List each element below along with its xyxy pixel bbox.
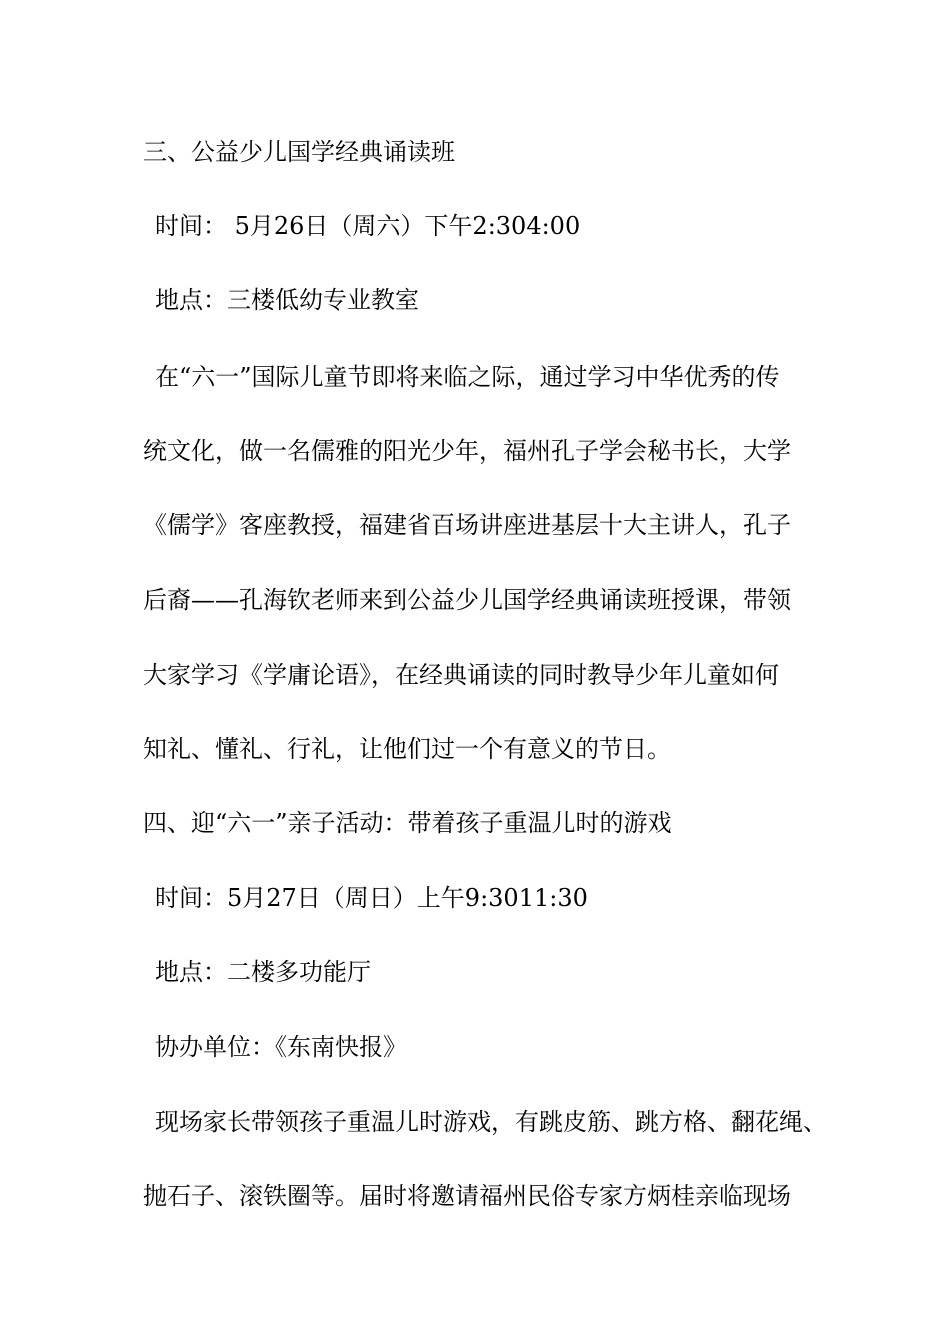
paragraph-line: 统文化，做一名儒雅的阳光少年，福州孔子学会秘书长，大学 xyxy=(143,437,791,465)
paragraph-line: 《儒学》客座教授，福建省百场讲座进基层十大主讲人，孔子 xyxy=(143,511,791,539)
paragraph-line: 后裔——孔海钦老师来到公益少儿国学经典诵读班授课，带领 xyxy=(143,586,791,614)
paragraph-line: 在“六一”国际儿童节即将来临之际，通过学习中华优秀的传 xyxy=(155,363,780,391)
event-time-line: 时间： 5月26日（周六）下午2:304:00 xyxy=(155,212,581,240)
section-heading-3: 三、公益少儿国学经典诵读班 xyxy=(143,138,455,166)
event-location-line: 地点：二楼多功能厅 xyxy=(155,958,371,986)
paragraph-line: 抛石子、滚铁圈等。届时将邀请福州民俗专家方炳桂亲临现场 xyxy=(143,1182,791,1210)
co-organizer-line: 协办单位：《东南快报》 xyxy=(155,1033,407,1061)
paragraph-line: 现场家长带领孩子重温儿时游戏，有跳皮筋、跳方格、翻花绳、 xyxy=(155,1108,827,1136)
paragraph-line: 大家学习《学庸论语》，在经典诵读的同时教导少年儿童如何 xyxy=(143,661,779,689)
section-heading-4: 四、迎“六一”亲子活动：带着孩子重温儿时的游戏 xyxy=(143,809,672,837)
event-location-line: 地点：三楼低幼专业教室 xyxy=(155,286,419,314)
paragraph-line: 知礼、懂礼、行礼，让他们过一个有意义的节日。 xyxy=(143,735,671,763)
event-time-line: 时间：5月27日（周日）上午9:3011:30 xyxy=(155,884,588,912)
